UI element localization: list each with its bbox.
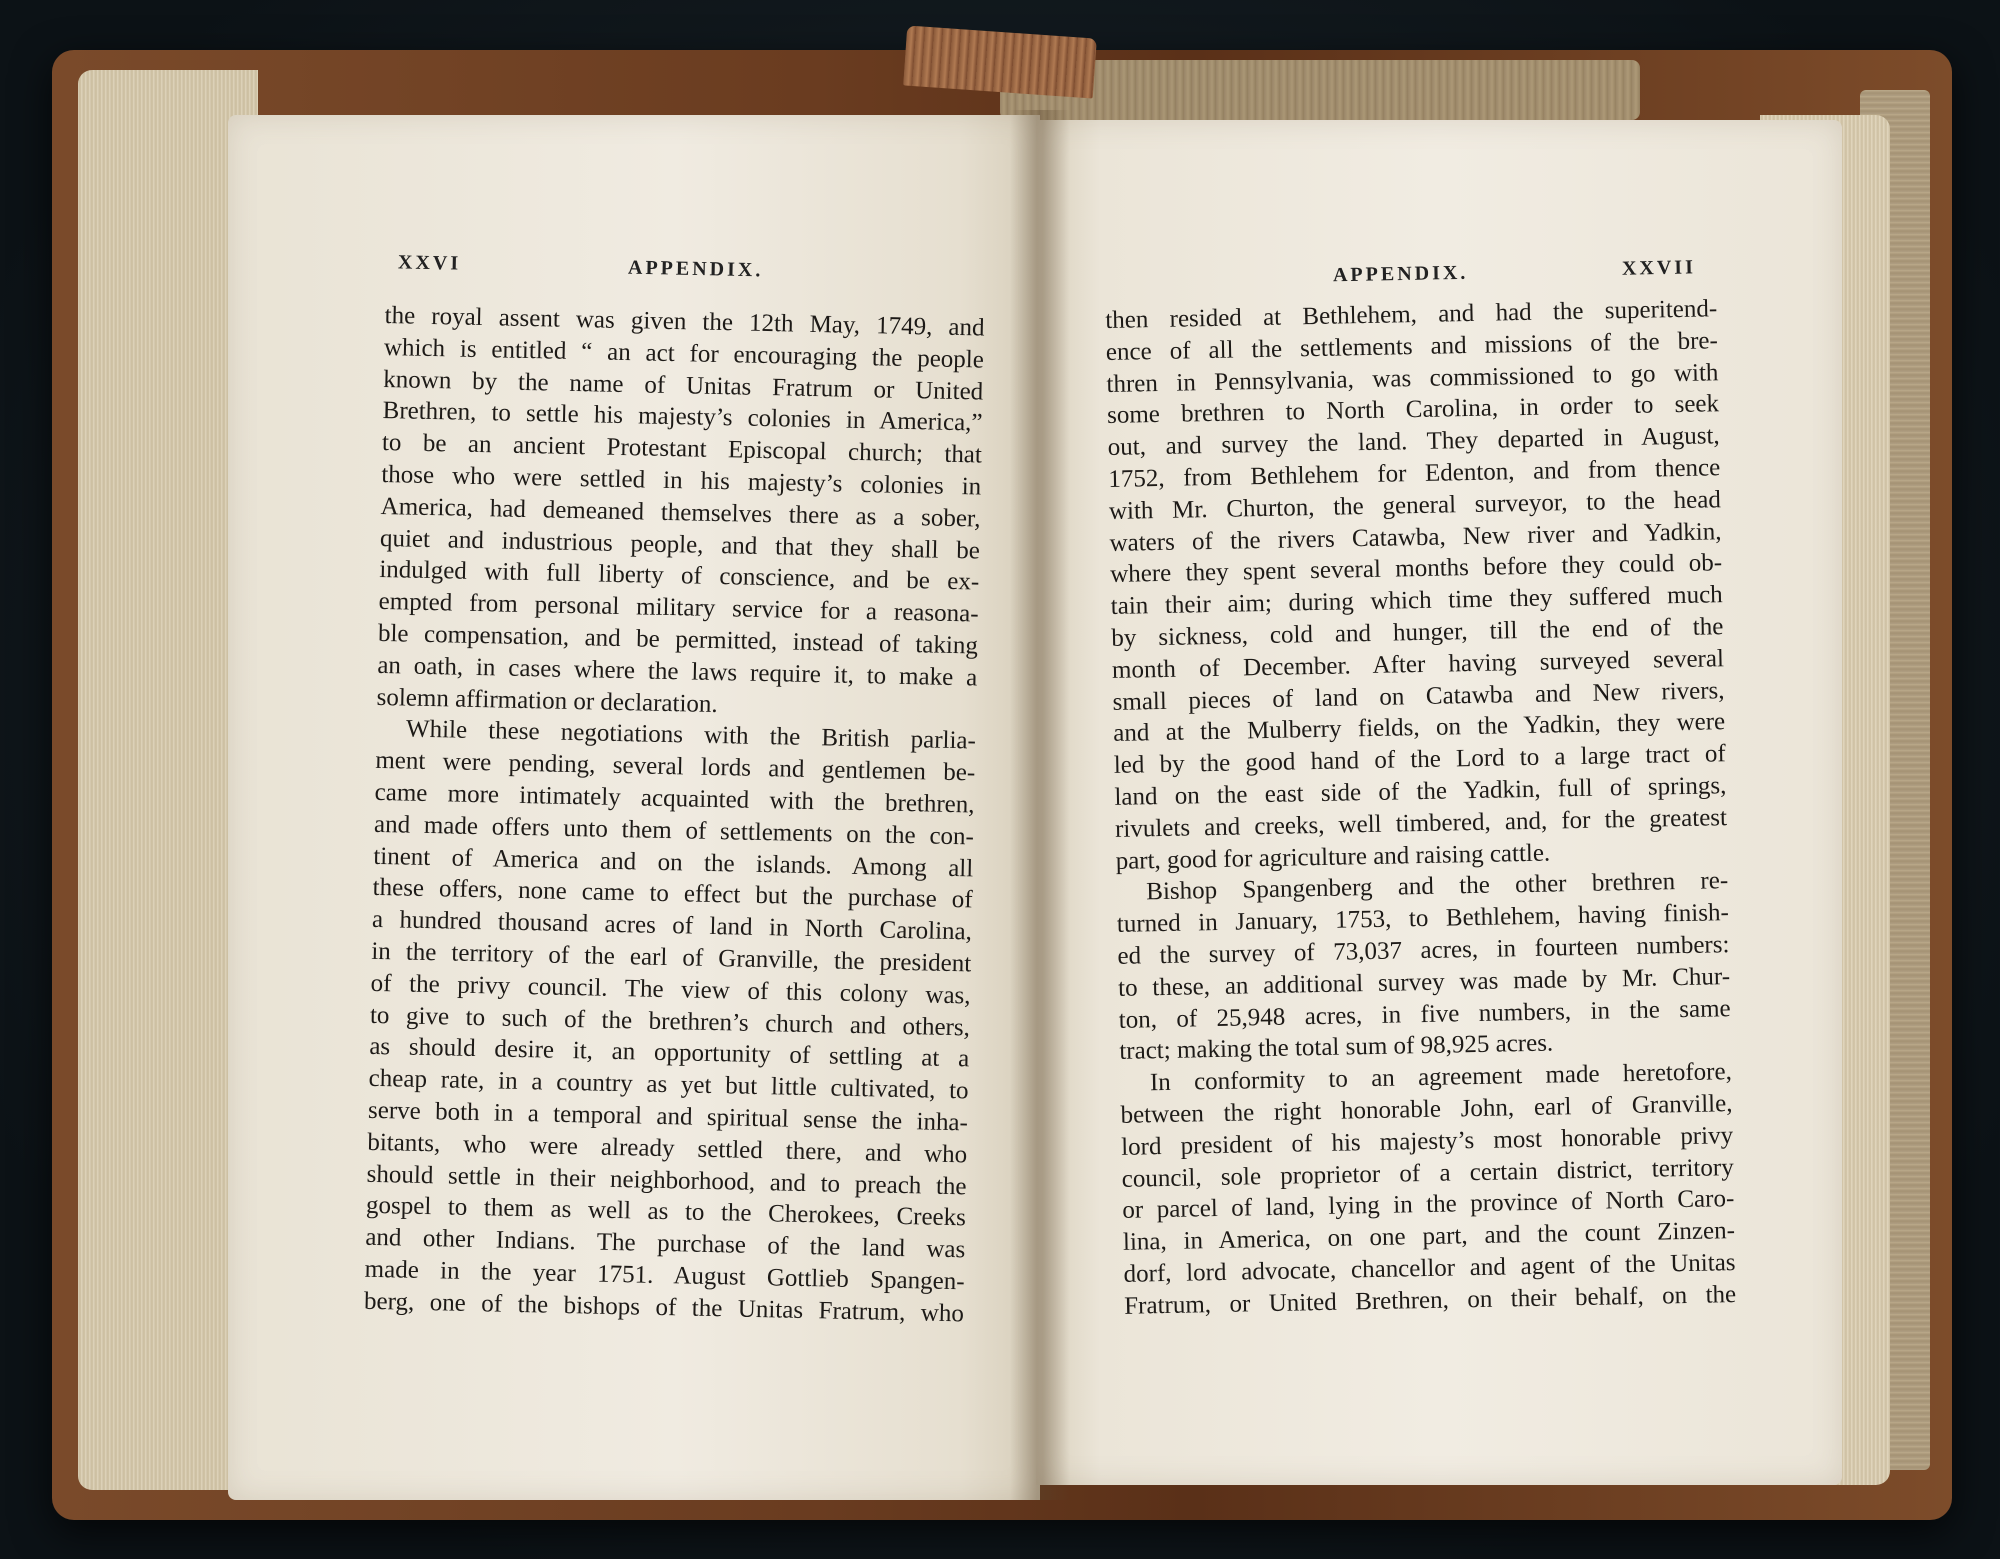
- text-line: ed the survey of 73,037 acres, in fourteen numbers:: [1117, 931, 1730, 970]
- text-line: While these negotiations with the British parlia-: [405, 715, 977, 755]
- text-line: indulged with full liberty of conscience, and be ex-: [379, 556, 980, 596]
- text-line: rivulets and creeks, well timbered, and, for the greatest: [1114, 803, 1728, 843]
- text-line: berg, one of the bishops of the Unitas Fratrum, who: [363, 1287, 965, 1328]
- text-line: part, good for agriculture and raising cattle.: [1115, 839, 1551, 875]
- text-line: quiet and industrious people, and that they shall be: [379, 524, 981, 565]
- text-line: to give to such of the brethren’s church and others,: [369, 1001, 971, 1041]
- text-line: dorf, lord advocate, chancellor and agent of the Unitas: [1123, 1248, 1736, 1288]
- text-line: empted from personal military service for a reasona-: [378, 588, 979, 628]
- text-line: serve both in a temporal and spiritual sense the inha-: [367, 1096, 969, 1137]
- text-line: these offers, none came to effect but the purchase of: [372, 874, 973, 914]
- text-line: then resided at Bethlehem, and had the superitend-: [1105, 295, 1718, 334]
- text-line: lina, in America, on one part, and the count Zinzen-: [1122, 1217, 1736, 1256]
- left-page-number: XXVI: [397, 251, 462, 275]
- text-line: to these, an additional survey was made by Mr. Chur-: [1117, 962, 1731, 1002]
- text-line: led by the good hand of the Lord to a large tract of: [1113, 740, 1726, 780]
- text-line: which is entitled “ an act for encouraging the people: [383, 333, 985, 374]
- text-line: ment were pending, several lords and gentlemen be-: [375, 747, 976, 787]
- text-line: In conformity to an agreement made heretofore,: [1149, 1058, 1733, 1097]
- text-line: and made offers unto them of settlements on the con-: [373, 810, 975, 851]
- text-line: lord president of his majesty’s most honorable privy: [1120, 1121, 1734, 1161]
- text-line: in the territory of the earl of Granville, the president: [371, 937, 972, 978]
- text-line: solemn affirmation or declaration.: [376, 683, 718, 718]
- text-line: with Mr. Churton, the general surveyor, to the head: [1108, 485, 1722, 525]
- text-line: small pieces of land on Catawba and New rivers,: [1112, 676, 1725, 716]
- text-line: bitants, who were already settled there, and who: [367, 1128, 968, 1169]
- text-line: the royal assent was given the 12th May, 1749, and: [384, 301, 985, 342]
- text-line: tain their aim; during which time they suffered much: [1110, 581, 1723, 621]
- text-line: Bishop Spangenberg and the other brethren re-: [1146, 867, 1729, 906]
- text-line: council, sole proprietor of a certain district, territory: [1121, 1153, 1734, 1193]
- text-line: some brethren to North Carolina, in order to seek: [1106, 390, 1720, 430]
- text-line: ence of all the settlements and missions of the bre-: [1105, 327, 1719, 366]
- text-line: came more intimately acquainted with the brethren,: [374, 778, 975, 819]
- text-line: as should desire it, an opportunity of settling at a: [369, 1033, 970, 1073]
- text-line: known by the name of Unitas Fratrum or United: [383, 365, 984, 406]
- text-line: where they spent several months before they could ob-: [1109, 549, 1723, 589]
- text-line: ton, of 25,948 acres, in five numbers, in the same: [1118, 994, 1731, 1034]
- text-line: month of December. After having surveyed several: [1111, 644, 1725, 684]
- text-line: turned in January, 1753, to Bethlehem, having finish-: [1116, 899, 1730, 939]
- text-line: 1752, from Bethlehem for Edenton, and from thence: [1108, 454, 1721, 493]
- text-line: between the right honorable John, earl of Granville,: [1120, 1090, 1733, 1129]
- text-line: land on the east side of the Yadkin, full of springs,: [1114, 772, 1727, 811]
- cloth-binding-top: [1000, 60, 1640, 120]
- left-running-head: APPENDIX.: [627, 256, 764, 282]
- text-line: should settle in their neighborhood, and to preach the: [366, 1160, 967, 1200]
- text-line: and at the Mulberry fields, on the Yadkin, they were: [1112, 708, 1726, 748]
- text-line: ble compensation, and be permitted, instead of taking: [377, 619, 979, 660]
- text-line: tinent of America and on the islands. Among all: [373, 842, 974, 882]
- text-line: America, had demeaned themselves there as a sober,: [380, 492, 981, 533]
- text-line: tract; making the total sum of 98,925 acres.: [1119, 1029, 1554, 1066]
- text-line: cheap rate, in a country as yet but little cultivated, to: [368, 1064, 969, 1105]
- text-line: and other Indians. The purchase of the land was: [365, 1223, 966, 1264]
- text-line: or parcel of land, lying in the province of North Caro-: [1122, 1185, 1735, 1225]
- text-line: those who were settled in his majesty’s colonies in: [381, 460, 982, 501]
- text-line: thren in Pennsylvania, was commissioned to go with: [1106, 358, 1719, 398]
- right-page-number: XXVII: [1621, 256, 1697, 280]
- text-line: Brethren, to settle his majesty’s colonies in America,”: [382, 397, 983, 437]
- right-page-text: [1105, 293, 1736, 1322]
- text-line: of the privy council. The view of this colony was,: [370, 969, 971, 1010]
- text-line: an oath, in cases where the laws require it, to make a: [377, 651, 978, 692]
- text-line: a hundred thousand acres of land in North Carolina,: [371, 906, 973, 946]
- text-line: Fratrum, or United Brethren, on their behalf, on the: [1123, 1280, 1737, 1320]
- right-running-head: APPENDIX.: [1332, 261, 1469, 287]
- text-line: gospel to them as well as to the Cherokees, Creeks: [365, 1192, 967, 1232]
- text-line: by sickness, cold and hunger, till the end of the: [1111, 613, 1724, 652]
- text-line: waters of the rivers Catawba, New river and Yadkin,: [1109, 517, 1722, 557]
- book-gutter: [1010, 110, 1070, 1500]
- text-line: to be an ancient Protestant Episcopal church; that: [381, 429, 983, 469]
- left-page-text: [364, 300, 985, 1330]
- text-line: out, and survey the land. They departed in August,: [1107, 422, 1720, 462]
- text-line: made in the year 1751. August Gottlieb Spangen-: [364, 1255, 965, 1296]
